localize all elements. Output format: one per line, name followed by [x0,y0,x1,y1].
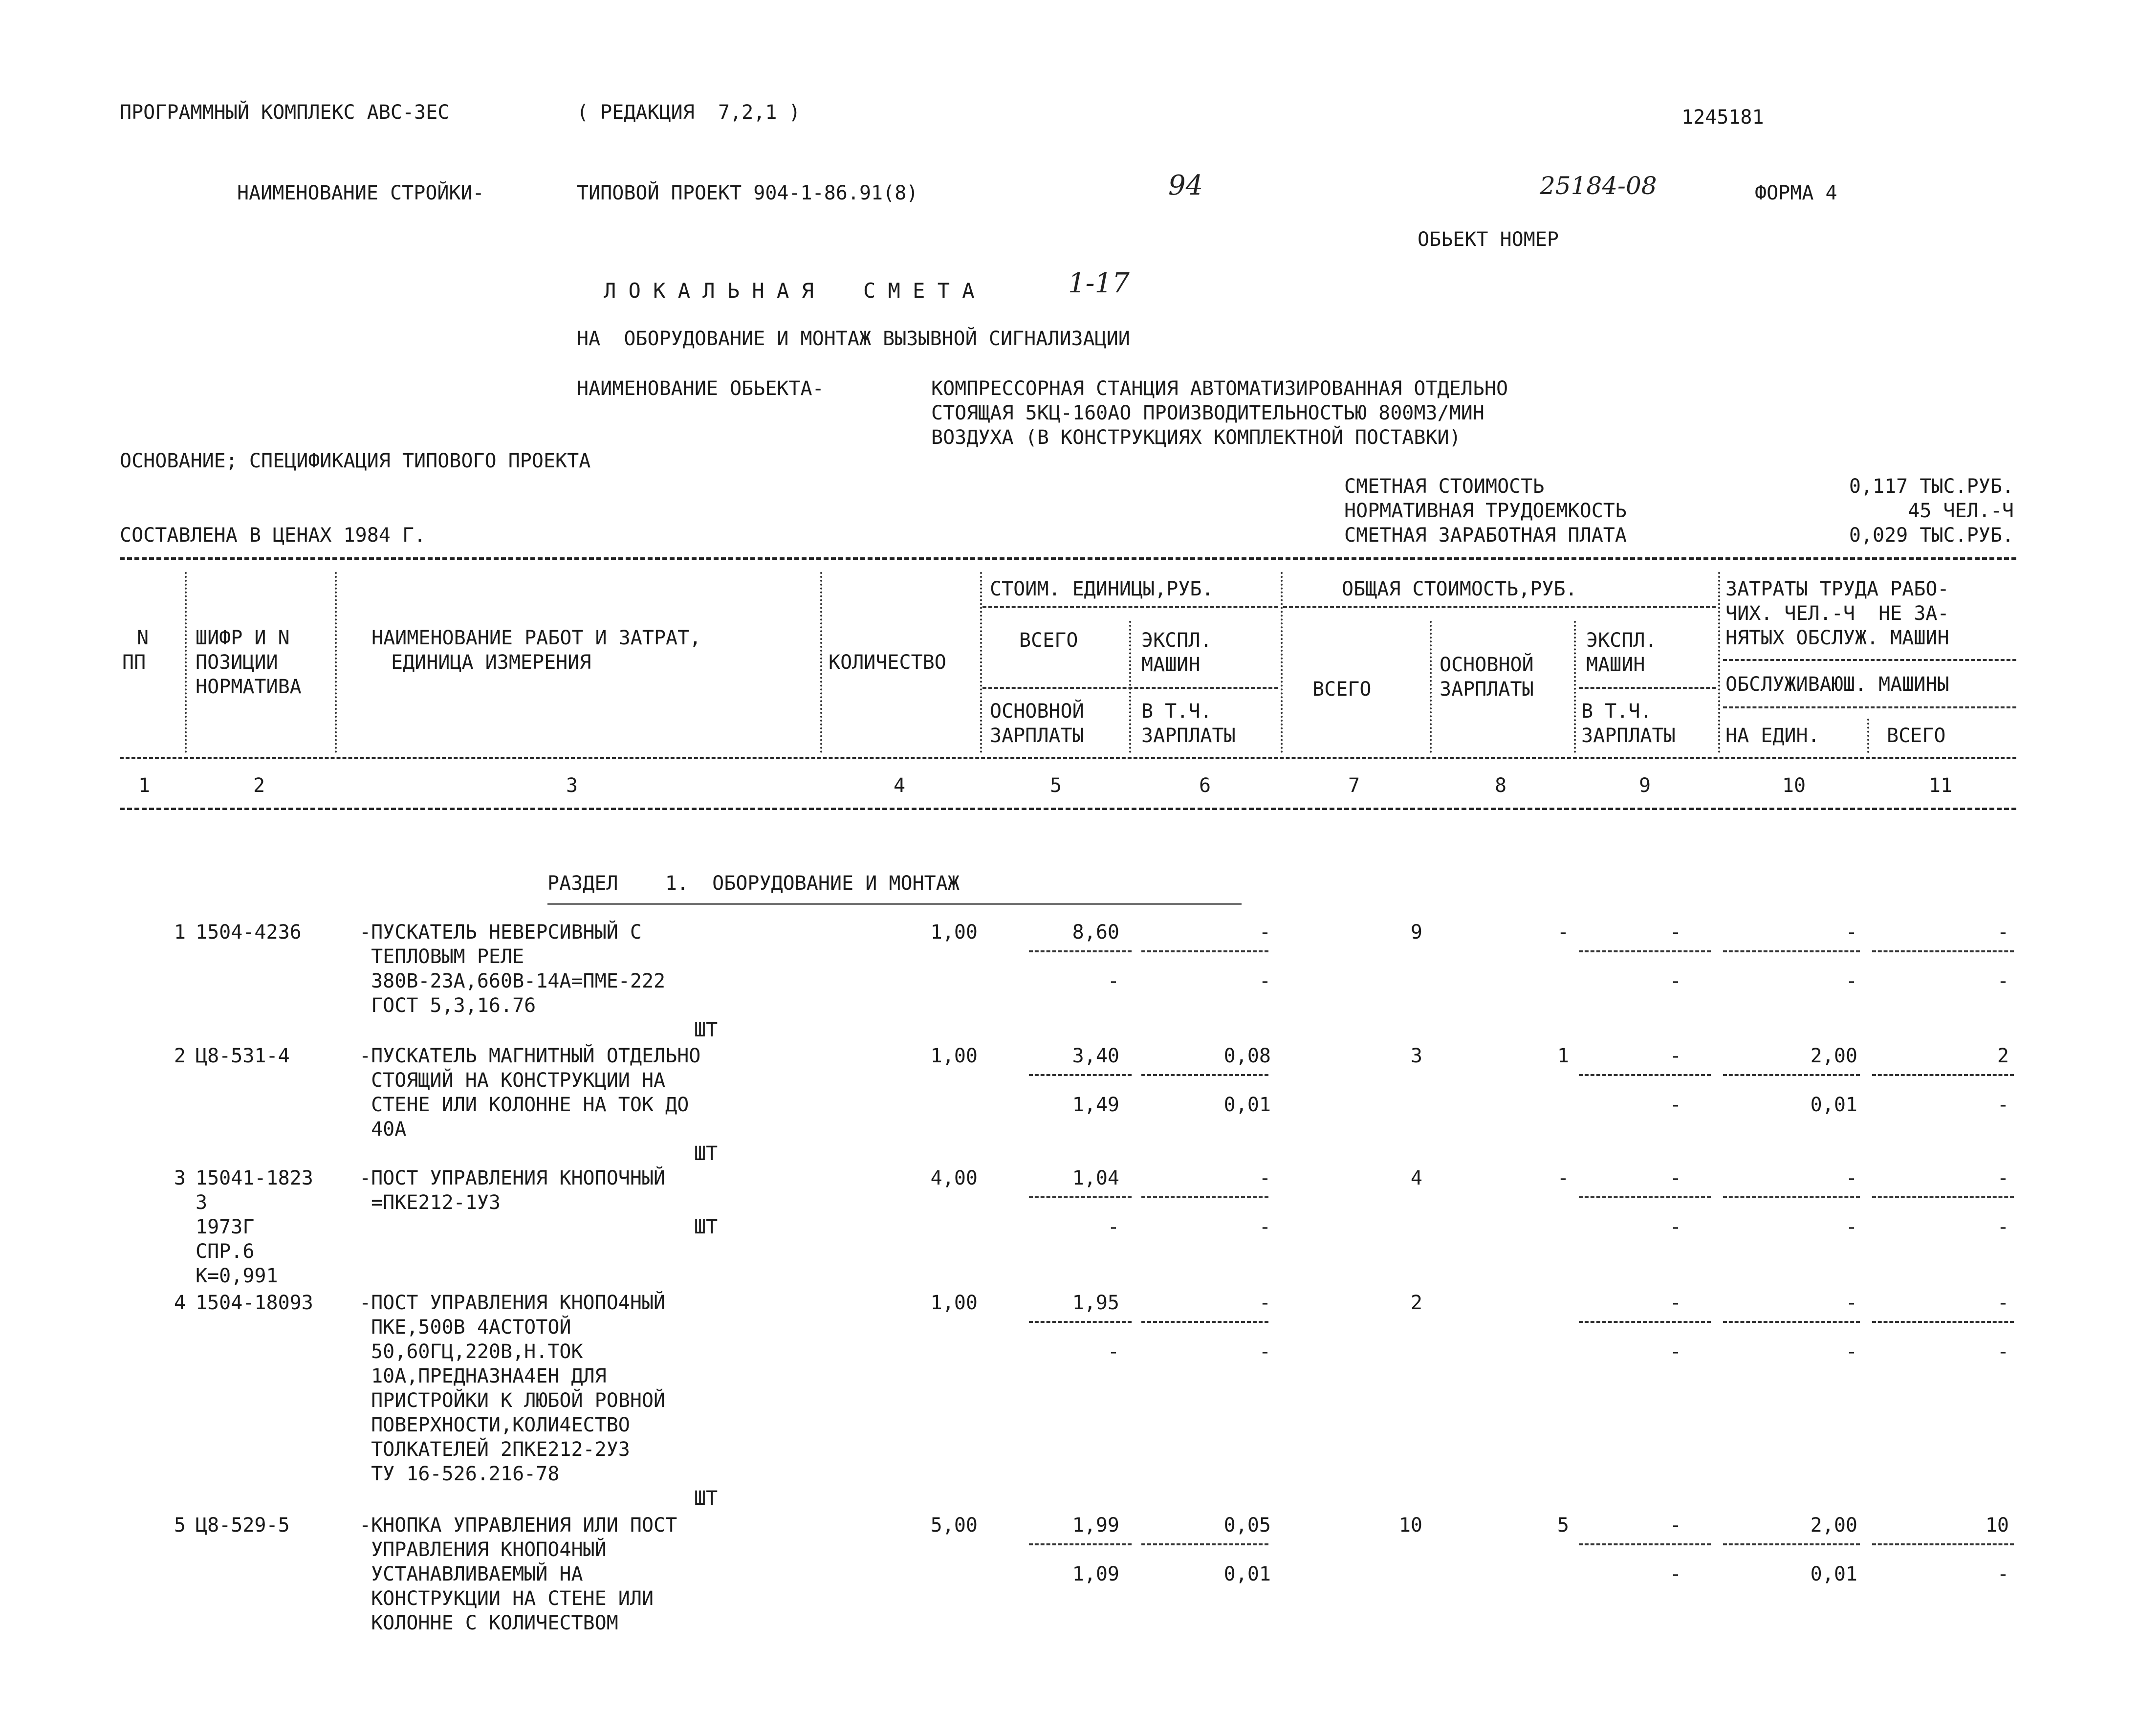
column-number: 8 [1494,774,1507,797]
row-number: 2 [174,1045,186,1067]
column-separator [1281,572,1283,753]
row-labor-per-unit-serviced: - [1845,1216,1857,1238]
program-name: ПРОГРАММНЫЙ КОМПЛЕКС АВС-3ЕС [120,101,450,124]
header-labor-2: ЧИХ. ЧЕЛ.-Ч НЕ ЗА- [1725,602,1949,625]
header-labor-1: ЗАТРАТЫ ТРУДА РАБО- [1725,578,1949,600]
header-unit-incl-2: ЗАРПЛАТЫ [1141,725,1236,747]
column-separator [335,572,337,753]
row-name: -ПОСТ УПРАВЛЕНИЯ КНОПО4НЫЙ [359,1292,666,1314]
header-total-incl-2: ЗАРПЛАТЫ [1581,725,1676,747]
row-total-machine-wage: - [1669,1340,1681,1363]
row-name: ТУ 16-526.216-78 [359,1463,560,1485]
header-col3-line2: ЕДИНИЦА ИЗМЕРЕНИЯ [391,651,591,674]
row-total-wage: - [1557,921,1569,944]
header-bottom-rule [120,757,2016,759]
row-number: 3 [174,1167,186,1189]
row-labor-per-unit-serviced: - [1845,970,1857,992]
column-number: 7 [1348,774,1360,797]
row-name: 50,60ГЦ,220В,Н.ТОК [359,1340,583,1363]
row-labor-total-serviced: - [1997,1216,2009,1238]
header-divider [982,606,1278,608]
row-unit-total: 1,04 [1072,1167,1119,1189]
edition: ( РЕДАКЦИЯ 7,2,1 ) [577,101,801,124]
header-labor-3: НЯТЫХ ОБСЛУЖ. МАШИН [1725,627,1949,649]
header-all: ВСЕГО [1887,725,1946,747]
summary-value-cost: 0,117 ТЫС.РУБ. [1849,475,2014,498]
document-subtitle: НА ОБОРУДОВАНИЕ И МОНТАЖ ВЫЗЫВНОЙ СИГНАЛИЗАЦИИ [577,328,1130,350]
row-name: ПРИСТРОЙКИ К ЛЮБОЙ РОВНОЙ [359,1389,666,1412]
row-unit-total: 3,40 [1072,1045,1119,1067]
header-total-wage-1: ОСНОВНОЙ [1440,654,1534,676]
row-number: 4 [174,1292,186,1314]
header-divider [1723,706,2016,708]
row-name: 10А,ПРЕДНАЗНА4ЕН ДЛЯ [359,1365,607,1387]
construction-value: ТИПОВОЙ ПРОЕКТ 904-1-86.91(8) [577,182,918,204]
row-name: ПОВЕРХНОСТИ,КОЛИ4ЕСТВО [359,1414,630,1436]
row-code: 3 [196,1191,208,1214]
row-total-machine-wage: - [1669,1094,1681,1116]
row-code: СПР.6 [196,1240,255,1263]
header-unit-wage-1: ОСНОВНОЙ [990,700,1084,723]
header-divider [1723,659,2016,661]
row-total-wage: - [1557,1167,1569,1189]
row-cell-divider [1723,1196,1860,1198]
row-unit-total: 1,99 [1072,1514,1119,1537]
column-number: 4 [893,774,906,797]
row-name: -КНОПКА УПРАВЛЕНИЯ ИЛИ ПОСТ [359,1514,677,1537]
row-labor-total-serviced: - [1997,970,2009,992]
summary-label-wage: СМЕТНАЯ ЗАРАБОТНАЯ ПЛАТА [1344,524,1627,547]
header-col2-line3: НОРМАТИВА [196,676,302,698]
row-labor-per-unit-serviced: 0,01 [1810,1563,1857,1585]
row-name: ТЕПЛОВЫМ РЕЛЕ [359,945,524,968]
row-cell-divider [1872,950,2014,952]
column-separator [820,572,822,753]
header-unit-machines-1: ЭКСПЛ. [1141,629,1212,652]
column-number: 5 [1049,774,1062,797]
row-code: К=0,991 [196,1265,278,1287]
row-total: 9 [1410,921,1422,944]
handwritten-estimate-number: 1-17 [1068,267,1130,299]
row-name: ПКЕ,500В 4АСТОТОЙ [359,1316,571,1339]
column-number: 9 [1638,774,1651,797]
row-name: -ПУСКАТЕЛЬ МАГНИТНЫЙ ОТДЕЛЬНО [359,1045,701,1067]
row-cell-divider [1579,950,1711,952]
row-cell-divider [1723,950,1860,952]
column-number: 10 [1782,774,1806,797]
row-name: КОЛОННЕ С КОЛИЧЕСТВОМ [359,1612,618,1634]
row-name: УСТАНАВЛИВАЕМЫЙ НА [359,1563,583,1585]
column-number: 11 [1928,774,1953,797]
object-line-3: ВОЗДУХА (В КОНСТРУКЦИЯХ КОМПЛЕКТНОЙ ПОСТАВКИ) [931,426,1461,449]
row-labor-total: - [1997,1167,2009,1189]
row-unit: ШТ [694,1019,718,1041]
row-unit-wage: - [1107,1216,1119,1238]
row-cell-divider [1579,1074,1711,1076]
row-unit-wage: 1,49 [1072,1094,1119,1116]
row-labor-total: - [1997,1292,2009,1314]
row-cell-divider [1579,1321,1711,1323]
row-number: 1 [174,921,186,944]
row-cell-divider [1872,1074,2014,1076]
column-number: 3 [566,774,578,797]
column-separator [1867,719,1869,753]
row-labor-per-unit: - [1845,1167,1857,1189]
row-cell-divider [1723,1321,1860,1323]
header-divider [1283,606,1716,608]
header-total-all: ВСЕГО [1312,678,1372,701]
section-title: РАЗДЕЛ 1. ОБОРУДОВАНИЕ И МОНТАЖ [547,872,960,895]
summary-value-labor: 45 ЧЕЛ.-Ч [1908,500,2014,522]
row-labor-per-unit-serviced: - [1845,1340,1857,1363]
object-label: НАИМЕНОВАНИЕ ОБЬЕКТА- [577,377,824,400]
row-unit-machines: - [1259,921,1271,944]
row-unit-wage: 1,09 [1072,1563,1119,1585]
row-name: -ПУСКАТЕЛЬ НЕВЕРСИВНЫЙ С [359,921,642,944]
document-title: Л О К А Л Ь Н А Я С М Е Т А [604,279,975,303]
row-unit-machines: - [1259,1292,1271,1314]
row-quantity: 1,00 [930,1045,978,1067]
row-total-machines: - [1669,1292,1681,1314]
row-total-wage: 5 [1557,1514,1569,1537]
header-total-machines-2: МАШИН [1586,654,1645,676]
row-unit-wage: - [1107,1340,1119,1363]
row-total: 4 [1410,1167,1422,1189]
row-unit-machine-wage: 0,01 [1223,1094,1271,1116]
row-code: Ц8-531-4 [196,1045,290,1067]
row-unit-wage: - [1107,970,1119,992]
header-divider [982,687,1278,689]
object-line-2: СТОЯЩАЯ 5КЦ-160АО ПРОИЗВОДИТЕЛЬНОСТЬЮ 800М3/МИН [931,402,1484,424]
header-total-machines-1: ЭКСПЛ. [1586,629,1657,652]
row-name: УПРАВЛЕНИЯ КНОПО4НЫЙ [359,1538,607,1561]
row-cell-divider [1579,1196,1711,1198]
row-total: 2 [1410,1292,1422,1314]
row-unit: ШТ [694,1487,718,1510]
header-divider [1579,687,1716,689]
row-labor-per-unit: 2,00 [1810,1045,1857,1067]
row-cell-divider [1723,1543,1860,1545]
object-line-1: КОМПРЕССОРНАЯ СТАНЦИЯ АВТОМАТИЗИРОВАННАЯ ОТДЕЛЬНО [931,377,1508,400]
row-quantity: 5,00 [930,1514,978,1537]
header-unit-machines-2: МАШИН [1141,654,1200,676]
row-cell-divider [1141,950,1268,952]
row-quantity: 4,00 [930,1167,978,1189]
row-labor-total: - [1997,921,2009,944]
row-quantity: 1,00 [930,921,978,944]
row-unit-machines: - [1259,1167,1271,1189]
row-unit-total: 1,95 [1072,1292,1119,1314]
row-cell-divider [1141,1074,1268,1076]
row-unit-machines: 0,05 [1223,1514,1271,1537]
row-name: =ПКЕ212-1У3 [359,1191,501,1214]
row-cell-divider [1029,1321,1132,1323]
row-cell-divider [1872,1543,2014,1545]
row-number: 5 [174,1514,186,1537]
row-name: СТЕНЕ ИЛИ КОЛОННЕ НА ТОК ДО [359,1094,689,1116]
row-name: ТОЛКАТЕЛЕЙ 2ПКЕ212-2У3 [359,1438,630,1461]
header-unit-total: ВСЕГО [1019,629,1078,652]
handwritten-code: 25184-08 [1540,172,1657,200]
header-total-wage-2: ЗАРПЛАТЫ [1440,678,1534,701]
row-quantity: 1,00 [930,1292,978,1314]
row-labor-per-unit: - [1845,1292,1857,1314]
row-cell-divider [1029,1543,1132,1545]
header-labor-serviced: ОБСЛУЖИВАЮШ. МАШИНЫ [1725,673,1949,696]
row-total-machines: - [1669,1514,1681,1537]
header-col1-line2: ПП [122,651,146,674]
row-cell-divider [1141,1321,1268,1323]
row-cell-divider [1872,1321,2014,1323]
header-col3-line1: НАИМЕНОВАНИЕ РАБОТ И ЗАТРАТ, [371,627,701,649]
row-unit-machines: 0,08 [1223,1045,1271,1067]
header-col2-line2: ПОЗИЦИИ [196,651,278,674]
column-number: 1 [138,774,151,797]
row-total: 10 [1398,1514,1422,1537]
column-separator [185,572,187,753]
row-code: 1973Г [196,1216,255,1238]
construction-label: НАИМЕНОВАНИЕ СТРОЙКИ- [237,182,484,204]
row-cell-divider [1141,1196,1268,1198]
row-labor-total: 10 [1985,1514,2009,1537]
table-top-rule [120,557,2016,560]
row-labor-per-unit-serviced: 0,01 [1810,1094,1857,1116]
row-unit-total: 8,60 [1072,921,1119,944]
row-cell-divider [1029,1074,1132,1076]
row-labor-per-unit: 2,00 [1810,1514,1857,1537]
row-unit-machine-wage: - [1259,1340,1271,1363]
summary-label-cost: СМЕТНАЯ СТОИМОСТЬ [1344,475,1545,498]
row-name: 40А [359,1118,407,1141]
row-total-wage: 1 [1557,1045,1569,1067]
row-cell-divider [1872,1196,2014,1198]
header-total-incl-1: В Т.Ч. [1581,700,1652,723]
handwritten-page-number: 94 [1168,170,1203,201]
column-number: 2 [253,774,265,797]
row-labor-total-serviced: - [1997,1563,2009,1585]
row-name: -ПОСТ УПРАВЛЕНИЯ КНОПОЧНЫЙ [359,1167,666,1189]
column-separator [1430,621,1432,753]
prices-basis: СОСТАВЛЕНА В ЦЕНАХ 1984 Г. [120,524,426,547]
column-separator [980,572,982,753]
object-number-label: ОБЬЕКТ НОМЕР [1418,228,1559,251]
row-total: 3 [1410,1045,1422,1067]
row-name: 380В-23А,660В-14А=ПМЕ-222 [359,970,666,992]
row-labor-total-serviced: - [1997,1094,2009,1116]
row-cell-divider [1579,1543,1711,1545]
row-name: КОНСТРУКЦИИ НА СТЕНЕ ИЛИ [359,1587,654,1610]
row-unit-machine-wage: 0,01 [1223,1563,1271,1585]
row-name: ГОСТ 5,3,16.76 [359,994,536,1017]
header-unit-incl-1: В Т.Ч. [1141,700,1212,723]
row-name: СТОЯЩИЙ НА КОНСТРУКЦИИ НА [359,1069,666,1092]
row-labor-total-serviced: - [1997,1340,2009,1363]
row-cell-divider [1029,1196,1132,1198]
header-total-cost: ОБЩАЯ СТОИМОСТЬ,РУБ. [1342,578,1577,600]
row-unit: ШТ [694,1216,718,1238]
row-cell-divider [1141,1543,1268,1545]
column-separator [1718,572,1720,753]
header-col2-line1: ШИФР И N [196,627,290,649]
row-cell-divider [1723,1074,1860,1076]
header-unit-cost: СТОИМ. ЕДИНИЦЫ,РУБ. [990,578,1214,600]
row-unit: ШТ [694,1143,718,1165]
row-labor-total: 2 [1997,1045,2009,1067]
row-total-machine-wage: - [1669,1563,1681,1585]
row-unit-machine-wage: - [1259,1216,1271,1238]
row-code: 1504-4236 [196,921,302,944]
row-code: 1504-18093 [196,1292,313,1314]
form-number: ФОРМА 4 [1755,182,1837,204]
row-unit-machine-wage: - [1259,970,1271,992]
row-total-machines: - [1669,1045,1681,1067]
row-labor-per-unit: - [1845,921,1857,944]
summary-label-labor: НОРМАТИВНАЯ ТРУДОЕМКОСТЬ [1344,500,1627,522]
row-code: Ц8-529-5 [196,1514,290,1537]
header-unit-wage-2: ЗАРПЛАТЫ [990,725,1084,747]
header-col1-line1: N [137,627,149,649]
document-number: 1245181 [1681,106,1764,129]
row-total-machines: - [1669,1167,1681,1189]
column-separator [1574,621,1576,753]
header-quantity: КОЛИЧЕСТВО [829,651,946,674]
summary-value-wage: 0,029 ТЫС.РУБ. [1849,524,2014,547]
header-per-unit: НА ЕДИН. [1725,725,1820,747]
row-total-machine-wage: - [1669,970,1681,992]
column-number: 6 [1199,774,1211,797]
basis: ОСНОВАНИЕ; СПЕЦИФИКАЦИЯ ТИПОВОГО ПРОЕКТА [120,450,591,472]
row-cell-divider [1029,950,1132,952]
row-total-machines: - [1669,921,1681,944]
table-header-end-rule [120,808,2016,810]
row-total-machine-wage: - [1669,1216,1681,1238]
row-code: 15041-1823 [196,1167,313,1189]
section-underline [547,903,1242,905]
